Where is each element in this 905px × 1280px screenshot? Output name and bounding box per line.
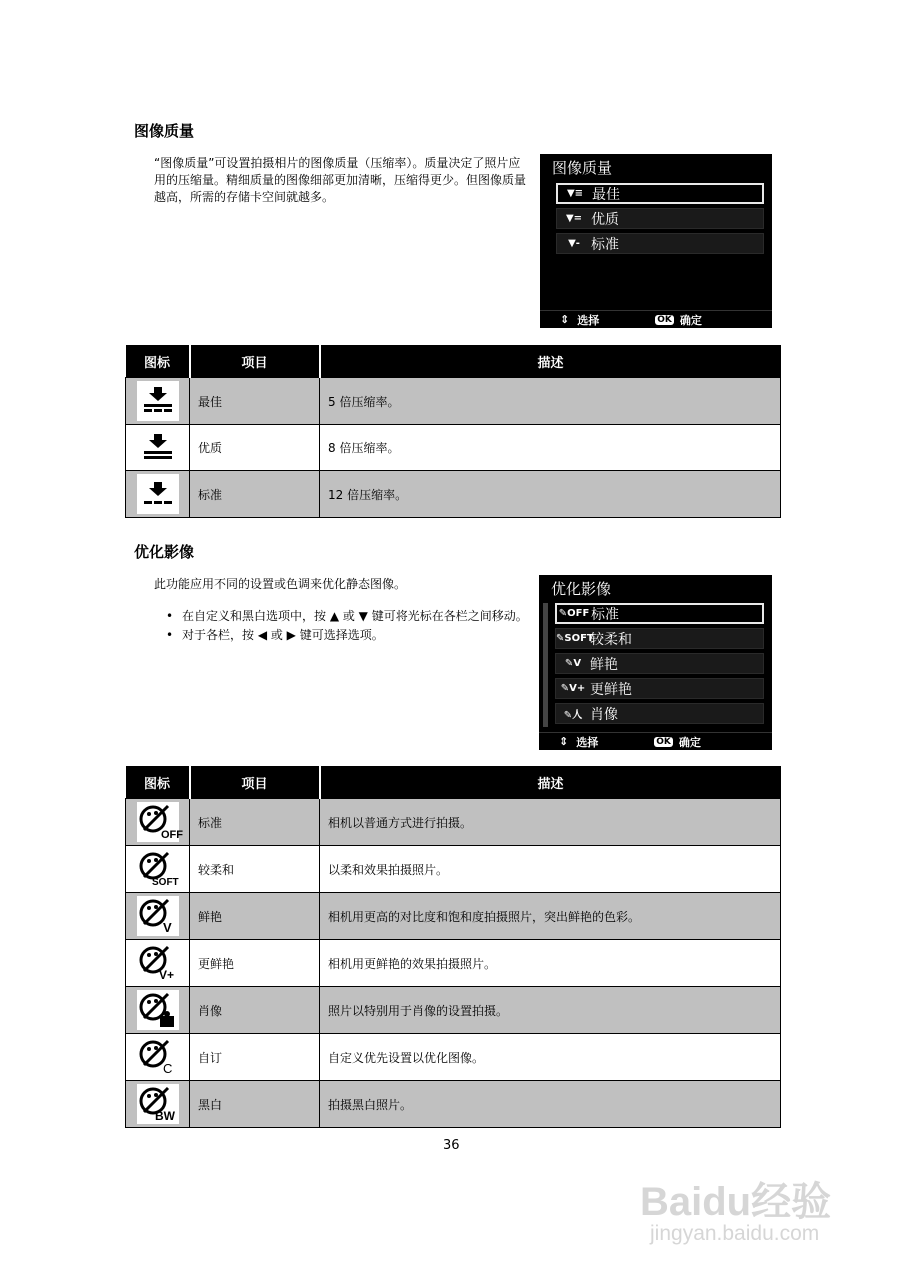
ok-button-icon: OK — [656, 736, 671, 747]
camera-menu-item[interactable]: ✎SOFT 较柔和 — [555, 628, 764, 649]
watermark-logo: Baidu经验 — [640, 1180, 832, 1224]
optimize-soft-icon: ✎SOFT — [556, 633, 594, 644]
optimize-vivid-icon: ✎V — [564, 658, 582, 669]
camera-menu-item[interactable]: ✎V+ 更鲜艳 — [555, 678, 764, 699]
svg-text:V+: V+ — [158, 968, 174, 982]
quality-best-icon — [137, 381, 179, 421]
image-quality-table — [125, 345, 781, 518]
quality-fine-icon — [137, 428, 179, 468]
table-row: V+ 更鲜艳 相机用更鲜艳的效果拍摄照片。 — [126, 940, 781, 987]
svg-text:V: V — [162, 920, 172, 935]
table-header-item: 项目 — [190, 766, 320, 799]
scrollbar[interactable] — [543, 603, 548, 727]
section-heading-image-quality: 图像质量 — [134, 122, 195, 140]
table-header-desc: 描述 — [320, 766, 781, 799]
optimize-image-description: 此功能应用不同的设置或色调来优化静态图像。 — [154, 577, 407, 591]
table-header-icon: 图标 — [126, 345, 190, 378]
bullet-list — [166, 608, 528, 644]
camera-screen-title: 图像质量 — [552, 159, 613, 177]
camera-menu-item[interactable]: ✎人 肖像 — [555, 703, 764, 724]
camera-screen-footer: ⇕ 选择 OK 确定 — [539, 732, 772, 750]
camera-menu-item[interactable]: ✎OFF 标准 — [555, 603, 764, 624]
svg-text:SOFT: SOFT — [151, 877, 179, 888]
table-row: 标准 12 倍压缩率。 — [126, 471, 781, 518]
optimize-soft-icon — [137, 849, 179, 889]
camera-screen-footer: ⇕ 选择 OK 确定 — [540, 310, 772, 328]
list-item: • 在自定义和黑白选项中，按 ▲ 或 ▼ 键可将光标在各栏之间移动。 — [166, 609, 528, 623]
table-row: 肖像 照片以特别用于肖像的设置拍摄。 — [126, 987, 781, 1034]
optimize-portrait-icon: ✎人 — [563, 710, 583, 721]
camera-menu-item[interactable]: ▼- 标准 — [556, 233, 764, 254]
quality-fine-icon: ▼= — [565, 213, 583, 224]
optimize-off-icon — [137, 802, 183, 842]
table-row: C 自订 自定义优先设置以优化图像。 — [126, 1034, 781, 1081]
optimize-custom-icon — [137, 1037, 179, 1077]
camera-menu-item[interactable]: ▼= 优质 — [556, 208, 764, 229]
optimize-portrait-icon — [137, 990, 179, 1030]
image-quality-description: “图像质量”可设置拍摄相片的图像质量（压缩率）。质量决定了照片应用的压缩量。精细质量的图像细部更加清晰，压缩得更少。但图像质量越高，所需的存储卡空间就越多。 — [154, 156, 527, 204]
table-row: 最佳 5 倍压缩率。 — [126, 378, 781, 425]
quality-normal-icon — [137, 474, 179, 514]
table-header-desc: 描述 — [320, 345, 781, 378]
optimize-vivid-icon — [137, 896, 179, 936]
image-quality-camera-screen — [540, 154, 772, 328]
updown-arrow-icon: ⇕ — [560, 313, 570, 326]
table-row: 优质 8 倍压缩率。 — [126, 425, 781, 471]
optimize-more-vivid-icon — [137, 943, 179, 983]
table-header-icon: 图标 — [126, 766, 190, 799]
svg-text:BW: BW — [154, 1109, 175, 1123]
table-row: BW 黑白 拍摄黑白照片。 — [126, 1081, 781, 1128]
quality-normal-icon: ▼- — [568, 238, 580, 249]
table-row: OFF 标准 相机以普通方式进行拍摄。 — [126, 799, 781, 846]
optimize-black-white-icon — [137, 1084, 179, 1124]
table-row: SOFT 较柔和 以柔和效果拍摄照片。 — [126, 846, 781, 893]
optimize-more-vivid-icon: ✎V+ — [560, 683, 586, 694]
page-number: 36 — [443, 1138, 460, 1153]
optimize-off-icon: ✎OFF — [558, 608, 590, 619]
updown-arrow-icon: ⇕ — [559, 735, 569, 748]
list-item: • 对于各栏，按 ◀ 或 ▶ 键可选择选项。 — [166, 628, 384, 642]
quality-best-icon: ▼≡ — [566, 188, 584, 199]
optimize-image-table — [125, 766, 781, 1128]
optimize-image-camera-screen — [539, 575, 772, 750]
ok-button-icon: OK — [657, 314, 672, 325]
camera-menu-item[interactable]: ▼≡ 最佳 — [556, 183, 764, 204]
svg-text:OFF: OFF — [160, 829, 183, 841]
svg-text:C: C — [162, 1061, 172, 1076]
watermark-url: jingyan.baidu.com — [650, 1222, 820, 1245]
camera-screen-title: 优化影像 — [551, 580, 612, 598]
table-header-item: 项目 — [190, 345, 320, 378]
section-heading-optimize-image: 优化影像 — [134, 543, 195, 561]
table-row: V 鲜艳 相机用更高的对比度和饱和度拍摄照片，突出鲜艳的色彩。 — [126, 893, 781, 940]
camera-menu-item[interactable]: ✎V 鲜艳 — [555, 653, 764, 674]
